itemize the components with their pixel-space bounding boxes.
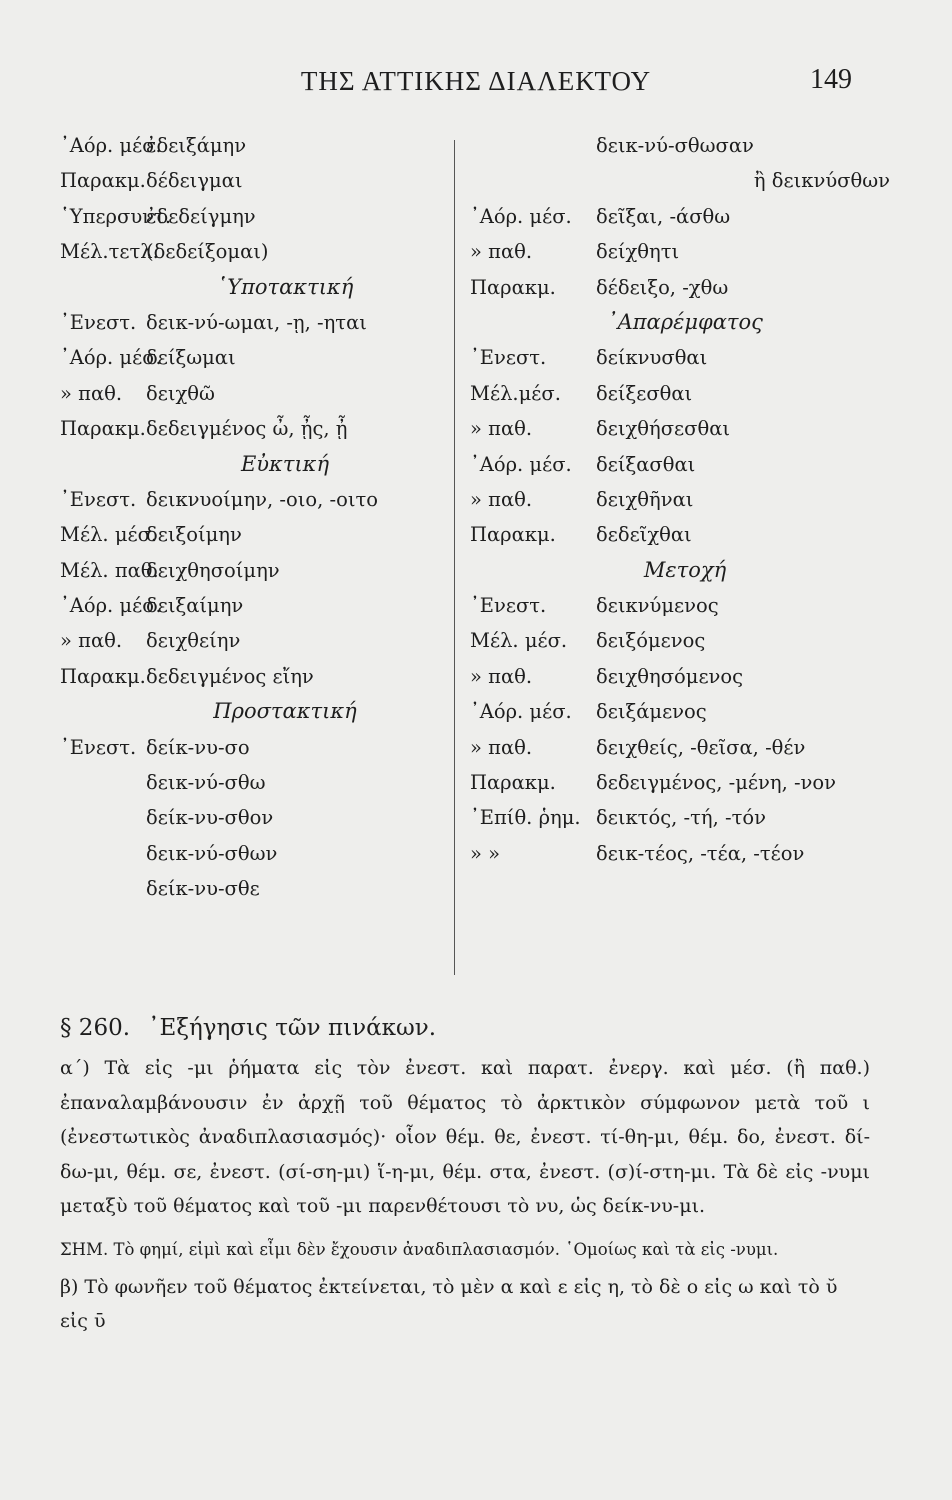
- verb-form: δείκ-νυ-σθον: [146, 806, 274, 830]
- paragraph-b: β) Τὸ φωνῆεν τοῦ θέματος ἐκτείνεται, τὸ μὲν α καὶ ε εἰς η, τὸ δὲ ο εἰς ω καὶ τὸ ῠ εἰς ῡ: [60, 1275, 838, 1332]
- verb-form: δείκνυσθαι: [596, 346, 708, 370]
- tense-label: ᾿Αόρ. μέσ.: [60, 134, 162, 157]
- verb-form: δειξάμενος: [596, 700, 707, 724]
- tense-label: ᾿Ενεστ.: [470, 594, 547, 618]
- tense-label: Μέλ. μέσ.: [470, 629, 568, 653]
- paradigm-row: [470, 623, 890, 658]
- paradigm-row: [60, 234, 450, 269]
- tense-label: » παθ.: [470, 240, 533, 264]
- verb-form: δεικ-νύ-σθων: [146, 841, 278, 865]
- paradigm-row: [470, 340, 890, 375]
- paradigm-row: [470, 800, 890, 835]
- paradigm-row: [470, 836, 890, 871]
- verb-form: δεικτός, -τή, -τόν: [596, 806, 766, 830]
- paradigm-row: [60, 199, 450, 234]
- tense-label: » παθ.: [60, 381, 123, 405]
- mood-heading-text: Μετοχή: [643, 557, 727, 582]
- paradigm-row: [470, 447, 890, 482]
- tense-label: » παθ.: [470, 735, 533, 759]
- verb-form: δείχθητι: [596, 240, 680, 264]
- mood-heading: [60, 447, 450, 482]
- paradigm-row: [470, 234, 890, 269]
- verb-form: (δεδείξομαι): [146, 240, 269, 264]
- tense-label: Παρακμ.: [470, 523, 556, 547]
- verb-form: δειχθείην: [146, 629, 241, 653]
- tense-label: Μέλ.μέσ.: [470, 381, 561, 405]
- tense-label: ᾿Αόρ. μέσ.: [470, 204, 572, 228]
- verb-form: δεικνύμενος: [596, 594, 719, 618]
- mood-heading: [60, 270, 450, 305]
- verb-form: δείκ-νυ-σο: [146, 735, 250, 759]
- paradigm-row: [470, 163, 890, 198]
- paradigm-row: [60, 376, 450, 411]
- verb-form: δεδειγμένος ὦ, ᾖς, ᾖ: [146, 417, 348, 441]
- paradigm-row: [470, 588, 890, 623]
- section-number: § 260.: [60, 1015, 131, 1041]
- verb-form: δεδεῖχθαι: [596, 523, 692, 547]
- verb-form: δειχθείς, -θεῖσα, -θέν: [596, 735, 806, 759]
- note: ΣΗΜ. Τὸ φημί, εἰμὶ καὶ εἶμι δὲν ἔχουσιν ἀναδιπλασιασμόν. ῾Ομοίως καὶ τὰ εἰς -νυμι.: [60, 1239, 779, 1259]
- tense-label: ᾿Αόρ. μέσ.: [60, 594, 162, 618]
- tense-label: Παρακμ.: [60, 417, 146, 441]
- tense-label: ᾿Ενεστ.: [470, 346, 547, 370]
- paradigm-row: [60, 871, 450, 906]
- tense-label: ᾿Ενεστ.: [60, 487, 137, 511]
- tense-label: Παρακμ.: [60, 169, 146, 193]
- mood-heading: [60, 694, 450, 729]
- verb-form: δειχθῆναι: [596, 487, 694, 511]
- mood-heading-text: Προστακτική: [213, 699, 357, 724]
- paradigm-row: [470, 659, 890, 694]
- verb-form: δεικνυοίμην, -οιο, -οιτο: [146, 487, 378, 511]
- tense-label: Μέλ.τετλ.: [60, 240, 159, 264]
- verb-form: δέδειγμαι: [146, 169, 243, 193]
- verb-form: δέδειξο, -χθω: [596, 275, 729, 299]
- mood-heading-text: ῾Υποτακτική: [216, 274, 354, 299]
- mood-heading-text: ᾿Απαρέμφατος: [607, 309, 763, 334]
- mood-heading-text: Εὐκτική: [240, 451, 330, 476]
- verb-form: δεδειγμένος εἴην: [146, 664, 314, 688]
- section-260: [60, 1005, 870, 1339]
- mood-heading: [470, 553, 890, 588]
- paradigm-row: [470, 270, 890, 305]
- tense-label: Παρακμ.: [470, 275, 556, 299]
- paradigm-row: [60, 765, 450, 800]
- paragraph-a: α΄) Τὰ εἰς -μι ῥήματα εἰς τὸν ἐνεστ. καὶ παρατ. ἐνεργ. καὶ μέσ. (ἢ παθ.) ἐπαναλαμβάνουσιν ἐν ἀρχῇ τοῦ θέματος τὸ ἀρκτικὸν σύμφωνον μετὰ τοῦ ι (ἐνεστωτικὸς ἀναδιπλασιασμός)· οἷον θέμ. θε, ἐνεστ. τί-θη-μι, θέμ. δο, ἐνεστ. δί-δω-μι, θέμ. σε, ἐνεστ. (σί-ση-μι) ἵ-η-μι, θέμ. στα, ἐνεστ. (σ)ί-στη-μι. Τὰ δὲ εἰς -νυμι μεταξὺ τοῦ θέματος καὶ τοῦ -μι παρενθέτουσι τὸ νυ, ὡς δείκ-νυ-μι.: [60, 1057, 870, 1217]
- verb-form: δείξεσθαι: [596, 381, 693, 405]
- column-divider: [454, 140, 455, 975]
- verb-form: ἢ δεικνύσθων: [753, 169, 890, 193]
- mood-heading: [470, 305, 890, 340]
- paradigm-row: [60, 517, 450, 552]
- running-header: ΤΗΣ ΑΤΤΙΚΗΣ ΔΙΑΛΕΚΤΟΥ: [300, 66, 652, 96]
- page-number: 149: [810, 64, 852, 95]
- tense-label: » παθ.: [470, 664, 533, 688]
- paradigm-row: [60, 411, 450, 446]
- verb-form: δειξόμενος: [596, 629, 706, 653]
- tense-label: ῾Υπερσυντ.: [60, 204, 172, 228]
- paradigm-row: [60, 482, 450, 517]
- verb-form: δειξαίμην: [146, 594, 244, 618]
- tense-label: » παθ.: [470, 417, 533, 441]
- tense-label: Παρακμ.: [470, 771, 556, 795]
- paradigm-row: [60, 730, 450, 765]
- paradigm-row: [470, 411, 890, 446]
- paradigm-row: [60, 163, 450, 198]
- paradigm-row: [60, 588, 450, 623]
- tense-label: ᾿Επίθ. ῥημ.: [470, 806, 581, 830]
- left-paradigm-column: [60, 128, 450, 907]
- paradigm-row: [60, 836, 450, 871]
- paradigm-row: [470, 694, 890, 729]
- paradigm-row: [470, 376, 890, 411]
- verb-form: δείξασθαι: [596, 452, 696, 476]
- paradigm-row: [470, 517, 890, 552]
- verb-form: δειξοίμην: [146, 523, 242, 547]
- paradigm-row: [60, 623, 450, 658]
- verb-form: δεικ-νύ-σθω: [146, 771, 266, 795]
- tense-label: Παρακμ.: [60, 664, 146, 688]
- paradigm-row: [60, 305, 450, 340]
- verb-form: δειχθησοίμην: [146, 558, 280, 582]
- verb-form: δειχθῶ: [146, 381, 215, 405]
- verb-form: δεῖξαι, -άσθω: [596, 204, 731, 228]
- section-title: ᾿Εξήγησις τῶν πινάκων.: [148, 1015, 437, 1041]
- verb-form: δεικ-νύ-σθωσαν: [596, 134, 754, 157]
- paradigm-row: [60, 553, 450, 588]
- verb-form: ἐδεδείγμην: [146, 204, 256, 228]
- verb-form: δεικ-τέος, -τέα, -τέον: [596, 841, 805, 865]
- tense-label: ᾿Αόρ. μέσ.: [470, 700, 572, 724]
- verb-form: δεδειγμένος, -μένη, -νον: [596, 771, 837, 795]
- tense-label: » »: [470, 841, 501, 865]
- paradigm-row: [470, 730, 890, 765]
- tense-label: » παθ.: [60, 629, 123, 653]
- paradigm-row: [60, 128, 450, 163]
- tense-label: Μέλ. παθ.: [60, 558, 159, 582]
- paradigm-row: [60, 800, 450, 835]
- verb-form: δεικ-νύ-ωμαι, -ῃ, -ηται: [146, 310, 367, 334]
- tense-label: Μέλ. μέσ.: [60, 523, 158, 547]
- paradigm-row: [470, 482, 890, 517]
- tense-label: ᾿Ενεστ.: [60, 735, 137, 759]
- tense-label: ᾿Αόρ. μέσ.: [60, 346, 162, 370]
- tense-label: ᾿Αόρ. μέσ.: [470, 452, 572, 476]
- tense-label: » παθ.: [470, 487, 533, 511]
- tense-label: ᾿Ενεστ.: [60, 310, 137, 334]
- paradigm-row: [470, 128, 890, 163]
- verb-form: δείξωμαι: [146, 346, 236, 370]
- paradigm-row: [60, 659, 450, 694]
- verb-form: δειχθησόμενος: [596, 664, 744, 688]
- section-heading: [60, 1005, 870, 1051]
- paradigm-row: [470, 765, 890, 800]
- paradigm-row: [470, 199, 890, 234]
- right-paradigm-column: [470, 128, 890, 871]
- verb-form: ἐδειξάμην: [146, 134, 247, 157]
- verb-form: δειχθήσεσθαι: [596, 417, 731, 441]
- paradigm-row: [60, 340, 450, 375]
- verb-form: δείκ-νυ-σθε: [146, 877, 260, 901]
